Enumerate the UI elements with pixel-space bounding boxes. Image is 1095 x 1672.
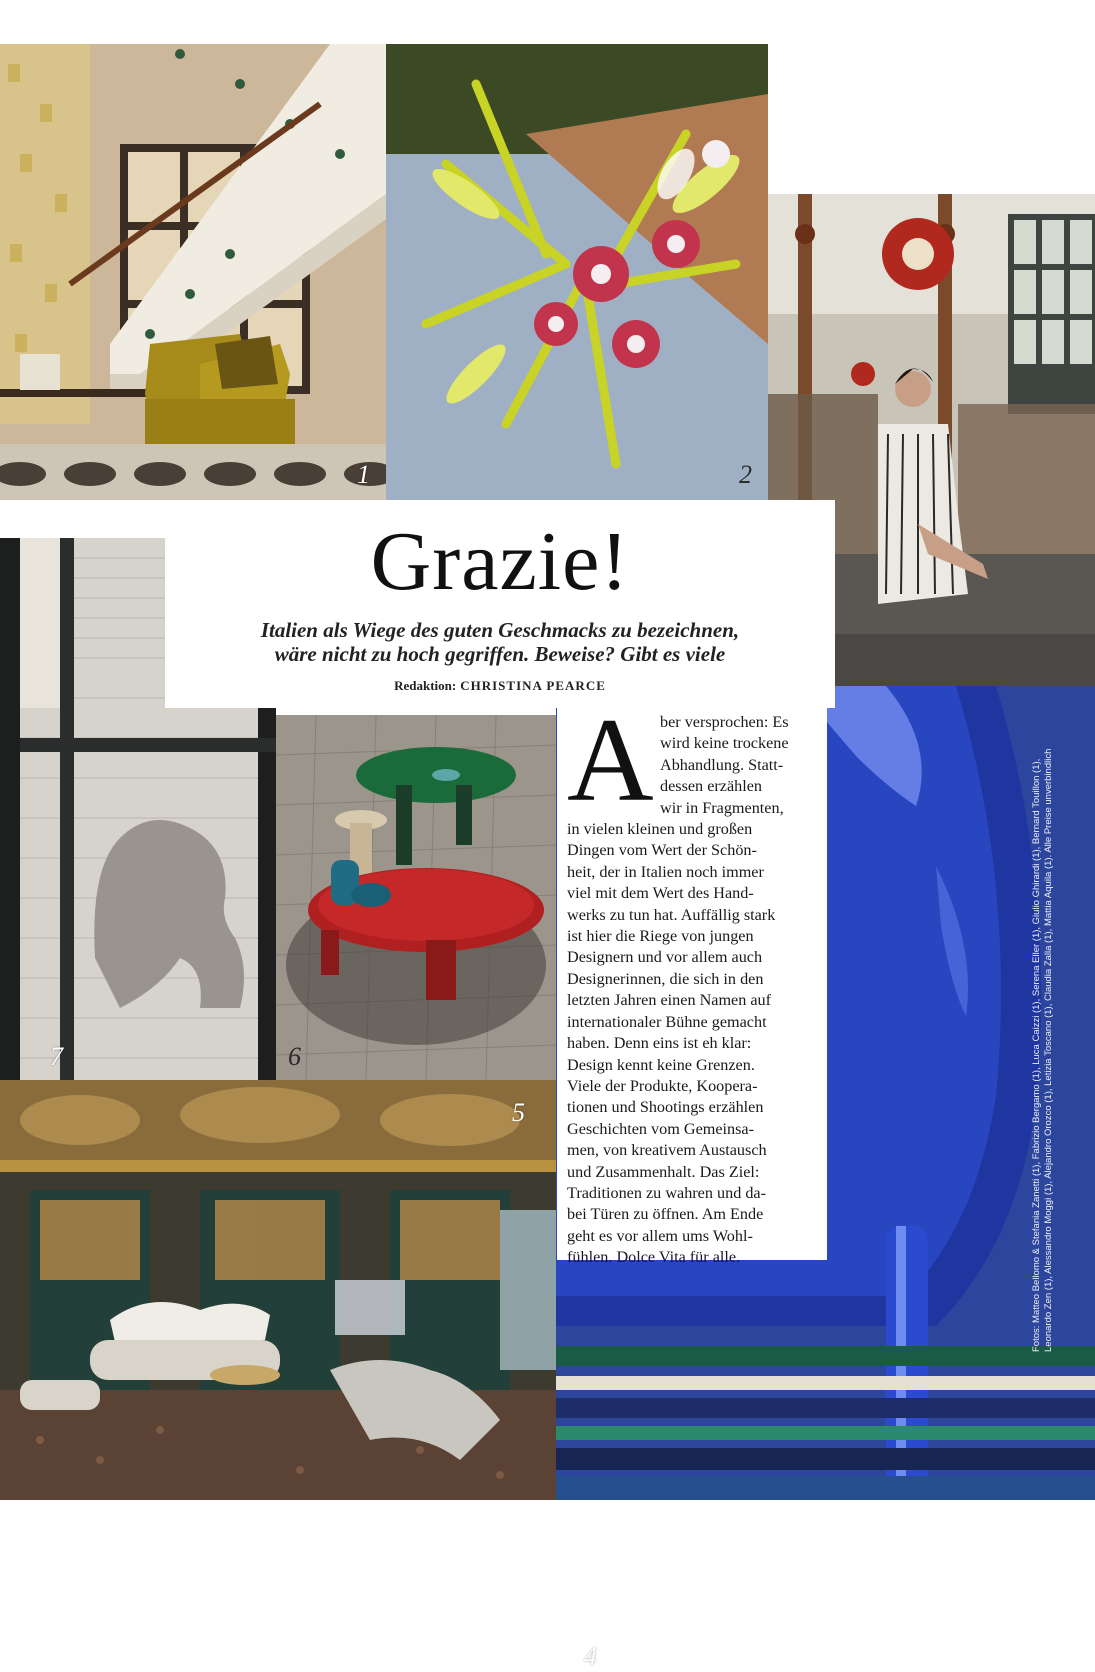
photo-2-feather-bouquet <box>386 44 768 500</box>
article-body <box>567 712 822 1269</box>
body-line: Dingen vom Wert der Schön- <box>567 841 757 860</box>
body-line: Designerinnen, die sich in den <box>567 969 764 988</box>
byline-author: CHRISTINA PEARCE <box>460 678 606 693</box>
subheadline <box>165 618 835 666</box>
headline: Grazie! <box>370 515 630 608</box>
body-line: ber versprochen: Es <box>660 713 789 731</box>
body-line: internationaler Bühne gemacht <box>567 1012 767 1031</box>
body-line: letzten Jahren einen Namen auf <box>567 991 772 1010</box>
body-line: Design kennt keine Grenzen. <box>567 1055 755 1074</box>
body-line: fühlen. Dolce Vita für alle. <box>567 1248 741 1267</box>
body-line: viel mit dem Wert des Hand- <box>567 884 754 903</box>
byline <box>165 678 835 694</box>
body-line: dessen erzählen <box>660 777 763 796</box>
photo-6-side-tables <box>276 715 556 1080</box>
body-line: haben. Denn eins ist eh klar: <box>567 1034 752 1053</box>
body-line: geht es vor allem ums Wohl- <box>567 1226 753 1245</box>
body-line: Geschichten vom Gemeinsa- <box>567 1119 754 1138</box>
headline-box <box>165 500 835 708</box>
body-line: men, von kreativem Austausch <box>567 1141 767 1160</box>
photo-number-4: 4 <box>584 1642 597 1671</box>
body-line: bei Türen zu öffnen. Am Ende <box>567 1205 764 1224</box>
photo-1-staircase-armchair <box>0 44 386 500</box>
body-line: Designern und vor allem auch <box>567 948 763 967</box>
photo-credits <box>1031 712 1054 1352</box>
body-line: werks zu tun hat. Auffällig stark <box>567 905 776 924</box>
photo-number-2: 2 <box>739 460 752 489</box>
body-line: wird keine trockene <box>660 734 789 753</box>
body-line: tionen und Shootings erzählen <box>567 1098 764 1117</box>
body-line: ist hier die Riege von jungen <box>567 927 754 946</box>
photo-credits-line-1: Fotos: Matteo Bellomo & Stefania Zanetti (1), Fabrizio Bergamo (1), Luca Caizzi (1), Serena Eller (1), Giulio Ghirardi (1), Bernard Touillon (1), <box>1031 758 1042 1352</box>
photo-number-6: 6 <box>288 1042 301 1071</box>
photo-number-1: 1 <box>357 460 370 489</box>
body-line: wir in Fragmenten, <box>660 798 784 817</box>
photo-5-palazzo-interior <box>0 1080 556 1500</box>
photo-number-5: 5 <box>512 1098 525 1127</box>
photo-credits-line-2: Leonardo Zen (1), Alessandro Moggi (1), Alejandro Orozco (1), Letizia Toscano (1), Claudia Zalla (1), Mattia Aquila (1). Alle Preise unverbindlich <box>1042 748 1054 1352</box>
body-line: Abhandlung. Statt- <box>660 755 784 774</box>
article-body-box <box>557 693 827 1267</box>
body-line: Traditionen zu wahren und da- <box>567 1183 766 1202</box>
subheadline-line-1: Italien als Wiege des guten Geschmacks zu bezeichnen, <box>260 618 740 642</box>
body-line: in vielen kleinen und großen <box>567 820 753 839</box>
drop-cap: A <box>567 693 654 826</box>
body-line: und Zusammenhalt. Das Ziel: <box>567 1162 760 1181</box>
body-line: Viele der Produkte, Koopera- <box>567 1076 758 1095</box>
photo-number-7: 7 <box>50 1042 63 1071</box>
byline-label: Redaktion: <box>394 678 457 693</box>
body-line: heit, der in Italien noch immer <box>567 862 764 881</box>
subheadline-line-2: wäre nicht zu hoch gegriffen. Beweise? Gibt es viele <box>274 642 726 666</box>
